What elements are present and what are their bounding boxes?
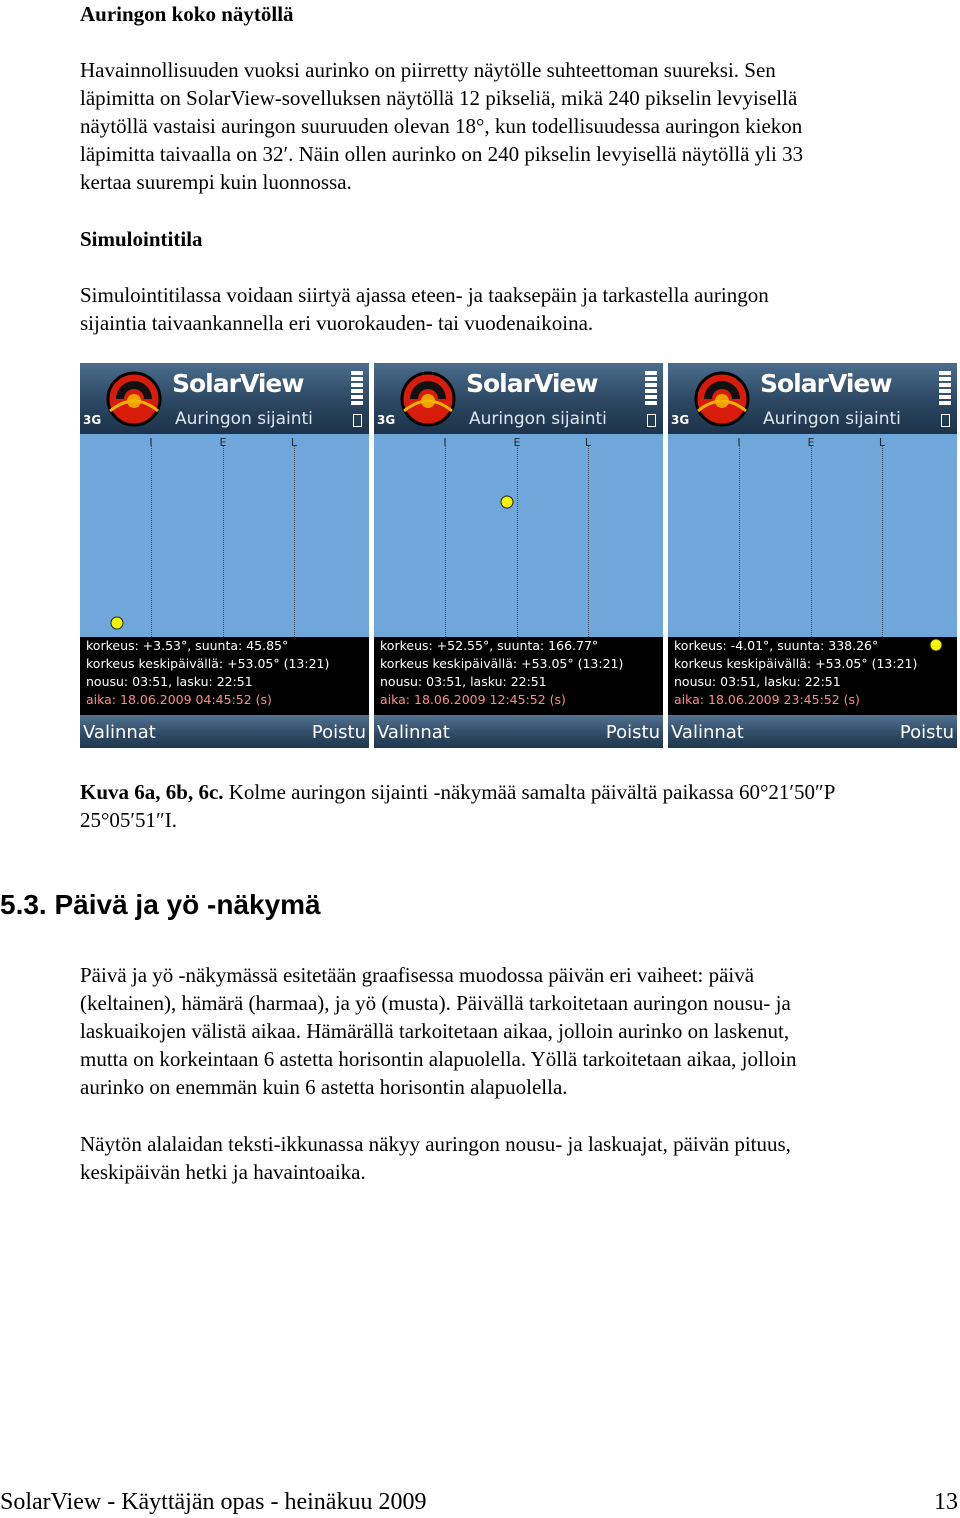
figure-caption — [80, 778, 960, 834]
battery-icon — [647, 414, 656, 427]
app-header — [80, 363, 369, 434]
text-line: sijaintia taivaankannella eri vuorokauden- tai vuodenaikoina. — [80, 311, 594, 335]
text-line: laskuaikojen välistä aikaa. Hämärällä tarkoitetaan aikaa, jolloin aurinko on laskenut, — [80, 1019, 790, 1043]
direction-line — [517, 446, 518, 637]
softkey-bar — [668, 715, 957, 748]
direction-label: I — [443, 436, 447, 449]
phone-screenshot — [374, 363, 663, 748]
text-line: aurinko on enemmän kuin 6 astetta horisontin alapuolella. — [80, 1075, 568, 1099]
sky-view — [668, 434, 957, 637]
sun-marker — [111, 617, 124, 630]
app-subtitle: Auringon sijainti — [763, 409, 901, 429]
direction-label: I — [149, 436, 153, 449]
info-rise-set: nousu: 03:51, lasku: 22:51 — [380, 674, 547, 689]
app-header — [668, 363, 957, 434]
text-line: Päivä ja yö -näkymässä esitetään graafisessa muodossa päivän eri vaiheet: päivä — [80, 963, 755, 987]
sky-view — [374, 434, 663, 637]
phone-screenshot — [80, 363, 369, 748]
battery-icon — [353, 414, 362, 427]
caption-text: Kolme auringon sijainti -näkymää samalta päivältä paikassa 60°21′50″P — [223, 780, 836, 804]
sun-marker — [929, 639, 942, 652]
softkey-bar — [80, 715, 369, 748]
exit-softkey[interactable]: Poistu — [311, 722, 366, 743]
info-time: aika: 18.06.2009 04:45:52 (s) — [86, 692, 272, 707]
network-3g-label: 3G — [83, 413, 102, 427]
network-3g-label: 3G — [377, 413, 396, 427]
text-line: Havainnollisuuden vuoksi aurinko on piirretty näytölle suhteettoman suureksi. Sen — [80, 58, 776, 82]
direction-label: L — [290, 436, 298, 449]
direction-label: E — [807, 436, 815, 449]
info-elevation-azimuth: korkeus: +52.55°, suunta: 166.77° — [380, 638, 599, 653]
app-title: SolarView — [760, 369, 892, 398]
options-softkey[interactable]: Valinnat — [671, 722, 744, 743]
paragraph-simulation — [80, 281, 940, 337]
info-panel — [80, 637, 369, 715]
info-noon-elevation: korkeus keskipäivällä: +53.05° (13:21) — [674, 656, 918, 671]
text-line: läpimitta on SolarView-sovelluksen näytöllä 12 pikseliä, mikä 240 pikselin levyisellä — [80, 86, 798, 110]
info-panel — [374, 637, 663, 715]
direction-label: I — [737, 436, 741, 449]
section-heading-simulation: Simulointitila — [80, 227, 203, 251]
sun-marker — [500, 496, 513, 509]
solarview-logo-icon — [398, 371, 458, 427]
direction-line — [151, 446, 152, 637]
direction-line — [588, 446, 589, 637]
caption-text-line2: 25°05′51″I. — [80, 808, 177, 832]
info-panel — [668, 637, 957, 715]
direction-label: L — [584, 436, 592, 449]
solarview-logo-icon — [692, 371, 752, 427]
direction-label: L — [878, 436, 886, 449]
direction-label: E — [513, 436, 521, 449]
battery-icon — [941, 414, 950, 427]
paragraph-day-night-2 — [80, 1130, 940, 1186]
direction-line — [739, 446, 740, 637]
app-header — [374, 363, 663, 434]
direction-line — [445, 446, 446, 637]
direction-line — [882, 446, 883, 637]
sky-view — [80, 434, 369, 637]
direction-label: E — [219, 436, 227, 449]
section-heading-sun-size: Auringon koko näytöllä — [80, 2, 294, 26]
paragraph-sun-size — [80, 56, 940, 196]
direction-line — [294, 446, 295, 637]
softkey-bar — [374, 715, 663, 748]
text-line: (keltainen), hämärä (harmaa), ja yö (musta). Päivällä tarkoitetaan auringon nousu- ja — [80, 991, 791, 1015]
text-line: läpimitta taivaalla on 32′. Näin ollen aurinko on 240 pikselin levyisellä näytöllä yli 33 — [80, 142, 804, 166]
signal-strength-icon — [351, 371, 363, 411]
info-rise-set: nousu: 03:51, lasku: 22:51 — [674, 674, 841, 689]
signal-strength-icon — [939, 371, 951, 411]
phone-screenshot — [668, 363, 957, 748]
signal-strength-icon — [645, 371, 657, 411]
info-noon-elevation: korkeus keskipäivällä: +53.05° (13:21) — [86, 656, 330, 671]
info-elevation-azimuth: korkeus: -4.01°, suunta: 338.26° — [674, 638, 879, 653]
solarview-logo-icon — [104, 371, 164, 427]
paragraph-day-night-1 — [80, 961, 940, 1101]
info-time: aika: 18.06.2009 12:45:52 (s) — [380, 692, 566, 707]
section-heading-day-night: 5.3. Päivä ja yö -näkymä — [0, 889, 321, 920]
app-subtitle: Auringon sijainti — [469, 409, 607, 429]
info-elevation-azimuth: korkeus: +3.53°, suunta: 45.85° — [86, 638, 289, 653]
direction-line — [223, 446, 224, 637]
exit-softkey[interactable]: Poistu — [899, 722, 954, 743]
info-rise-set: nousu: 03:51, lasku: 22:51 — [86, 674, 253, 689]
info-noon-elevation: korkeus keskipäivällä: +53.05° (13:21) — [380, 656, 624, 671]
info-time: aika: 18.06.2009 23:45:52 (s) — [674, 692, 860, 707]
exit-softkey[interactable]: Poistu — [605, 722, 660, 743]
app-subtitle: Auringon sijainti — [175, 409, 313, 429]
footer-title: SolarView - Käyttäjän opas - heinäkuu 2009 — [0, 1489, 427, 1515]
text-line: mutta on korkeintaan 6 astetta horisontin alapuolella. Yöllä tarkoitetaan aikaa, jolloin — [80, 1047, 797, 1071]
text-line: keskipäivän hetki ja havaintoaika. — [80, 1160, 366, 1184]
page-number: 13 — [934, 1489, 958, 1515]
text-line: näytöllä vastaisi auringon suuruuden olevan 18°, kun todellisuudessa auringon kiekon — [80, 114, 803, 138]
options-softkey[interactable]: Valinnat — [83, 722, 156, 743]
text-line: Näytön alalaidan teksti-ikkunassa näkyy auringon nousu- ja laskuajat, päivän pituus, — [80, 1132, 791, 1156]
text-line: kertaa suurempi kuin luonnossa. — [80, 170, 352, 194]
app-title: SolarView — [172, 369, 304, 398]
caption-label: Kuva 6a, 6b, 6c. — [80, 780, 224, 804]
text-line: Simulointitilassa voidaan siirtyä ajassa eteen- ja taaksepäin ja tarkastella auringon — [80, 283, 769, 307]
network-3g-label: 3G — [671, 413, 690, 427]
direction-line — [811, 446, 812, 637]
app-title: SolarView — [466, 369, 598, 398]
options-softkey[interactable]: Valinnat — [377, 722, 450, 743]
